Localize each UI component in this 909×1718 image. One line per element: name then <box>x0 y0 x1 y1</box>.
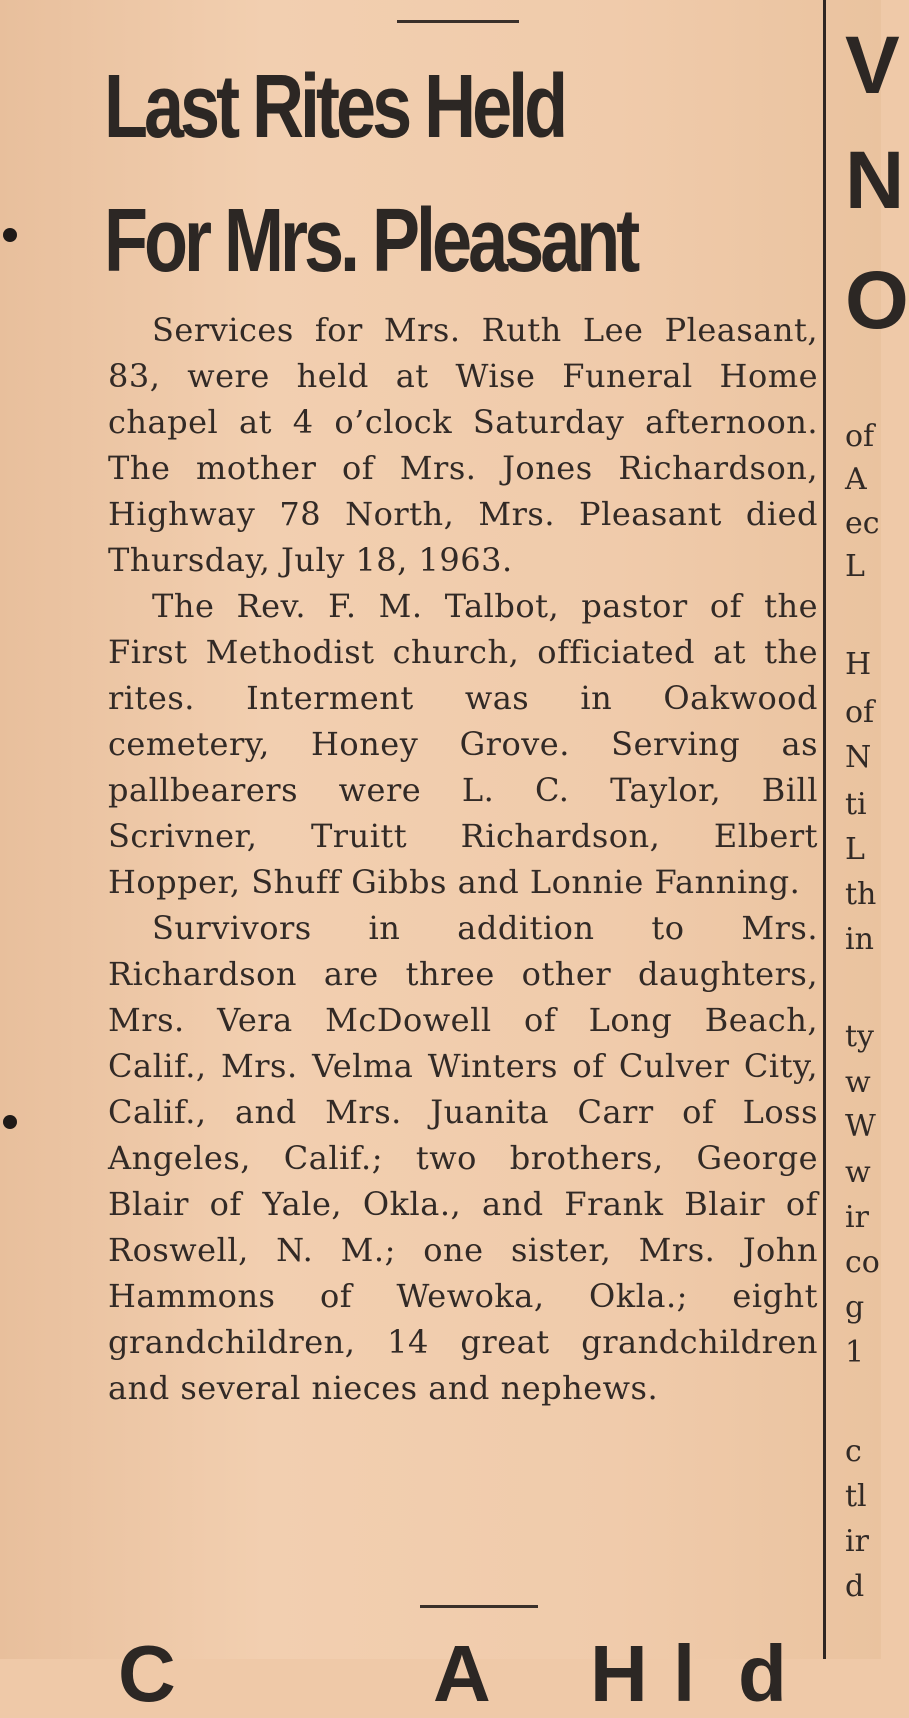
adjacent-text-fragment: N <box>845 740 872 775</box>
next-headline-char: d <box>738 1629 787 1718</box>
top-divider-rule <box>397 20 519 23</box>
adjacent-text-fragment: tl <box>845 1479 867 1514</box>
adjacent-text-fragment: co <box>845 1245 880 1280</box>
adjacent-headline-letter: V <box>845 20 900 111</box>
adjacent-text-fragment: in <box>845 922 874 957</box>
adjacent-text-fragment: of <box>845 695 875 730</box>
adjacent-text-fragment: W <box>845 1109 876 1144</box>
adjacent-text-fragment: A <box>845 462 867 497</box>
adjacent-text-fragment: 1 <box>845 1335 865 1370</box>
bottom-divider-rule <box>420 1605 538 1608</box>
punch-hole-lower <box>3 1115 17 1129</box>
adjacent-text-fragment: ir <box>845 1200 869 1235</box>
article-paragraph-3: Survivors in addition to Mrs. Richardson are three other daughters, Mrs. Vera McDowell of Long Beach, Calif., Mrs. Velma Winters of Culver City, Calif., and Mrs. Juanita Carr of Loss Angeles, Calif.; two brothers, George Blair of Yale, Okla., and Frank Blair of Roswell, N. M.; one sister, Mrs. John Hammons of Wewoka, Okla.; eight grandchildren, 14 great grandchildren and several nieces and nephews. <box>108 909 818 1407</box>
next-headline-char: A <box>433 1629 491 1718</box>
adjacent-text-fragment: d <box>845 1569 865 1604</box>
adjacent-text-fragment: w <box>845 1155 871 1190</box>
article-headline <box>104 40 637 308</box>
next-headline-char: l <box>673 1629 696 1718</box>
next-headline-char: C <box>118 1629 176 1718</box>
adjacent-text-fragment: g <box>845 1290 865 1325</box>
article-paragraph-1: Services for Mrs. Ruth Lee Pleasant, 83, were held at Wise Funeral Home chapel at 4 o’clock Saturday afternoon. The mother of Mrs. Jones Richardson, Highway 78 North, Mrs. Pleasant died Thursday, July 18, 1963. <box>108 311 818 579</box>
adjacent-text-fragment: w <box>845 1065 871 1100</box>
adjacent-text-fragment: H <box>845 647 872 682</box>
adjacent-text-fragment: ec <box>845 506 880 541</box>
next-article-headline-fragment <box>118 1624 818 1718</box>
adjacent-text-fragment: th <box>845 877 877 912</box>
next-headline-char: H <box>590 1629 648 1718</box>
adjacent-text-fragment: ty <box>845 1019 875 1054</box>
article-body <box>108 307 818 1411</box>
adjacent-text-fragment: L <box>845 549 865 584</box>
adjacent-headline-letter: O <box>845 255 909 346</box>
adjacent-text-fragment: ti <box>845 787 867 822</box>
headline-line-1: Last Rites Held <box>104 57 565 157</box>
headline-line-2: For Mrs. Pleasant <box>104 191 637 291</box>
adjacent-text-fragment: of <box>845 419 875 454</box>
adjacent-column-fragment <box>845 0 909 1659</box>
article-paragraph-2: The Rev. F. M. Talbot, pastor of the First Methodist church, officiated at the rites. Interment was in Oakwood cemetery, Honey Grove. Serving as pallbearers were L. C. Taylor, Bill Scrivner, Truitt Richardson, Elbert Hopper, Shuff Gibbs and Lonnie Fanning. <box>108 587 818 901</box>
adjacent-text-fragment: c <box>845 1434 862 1469</box>
adjacent-text-fragment: ir <box>845 1524 869 1559</box>
adjacent-headline-letter: N <box>845 135 905 226</box>
punch-hole-upper <box>3 228 17 242</box>
adjacent-text-fragment: L <box>845 832 865 867</box>
column-divider-rule <box>823 0 826 1659</box>
